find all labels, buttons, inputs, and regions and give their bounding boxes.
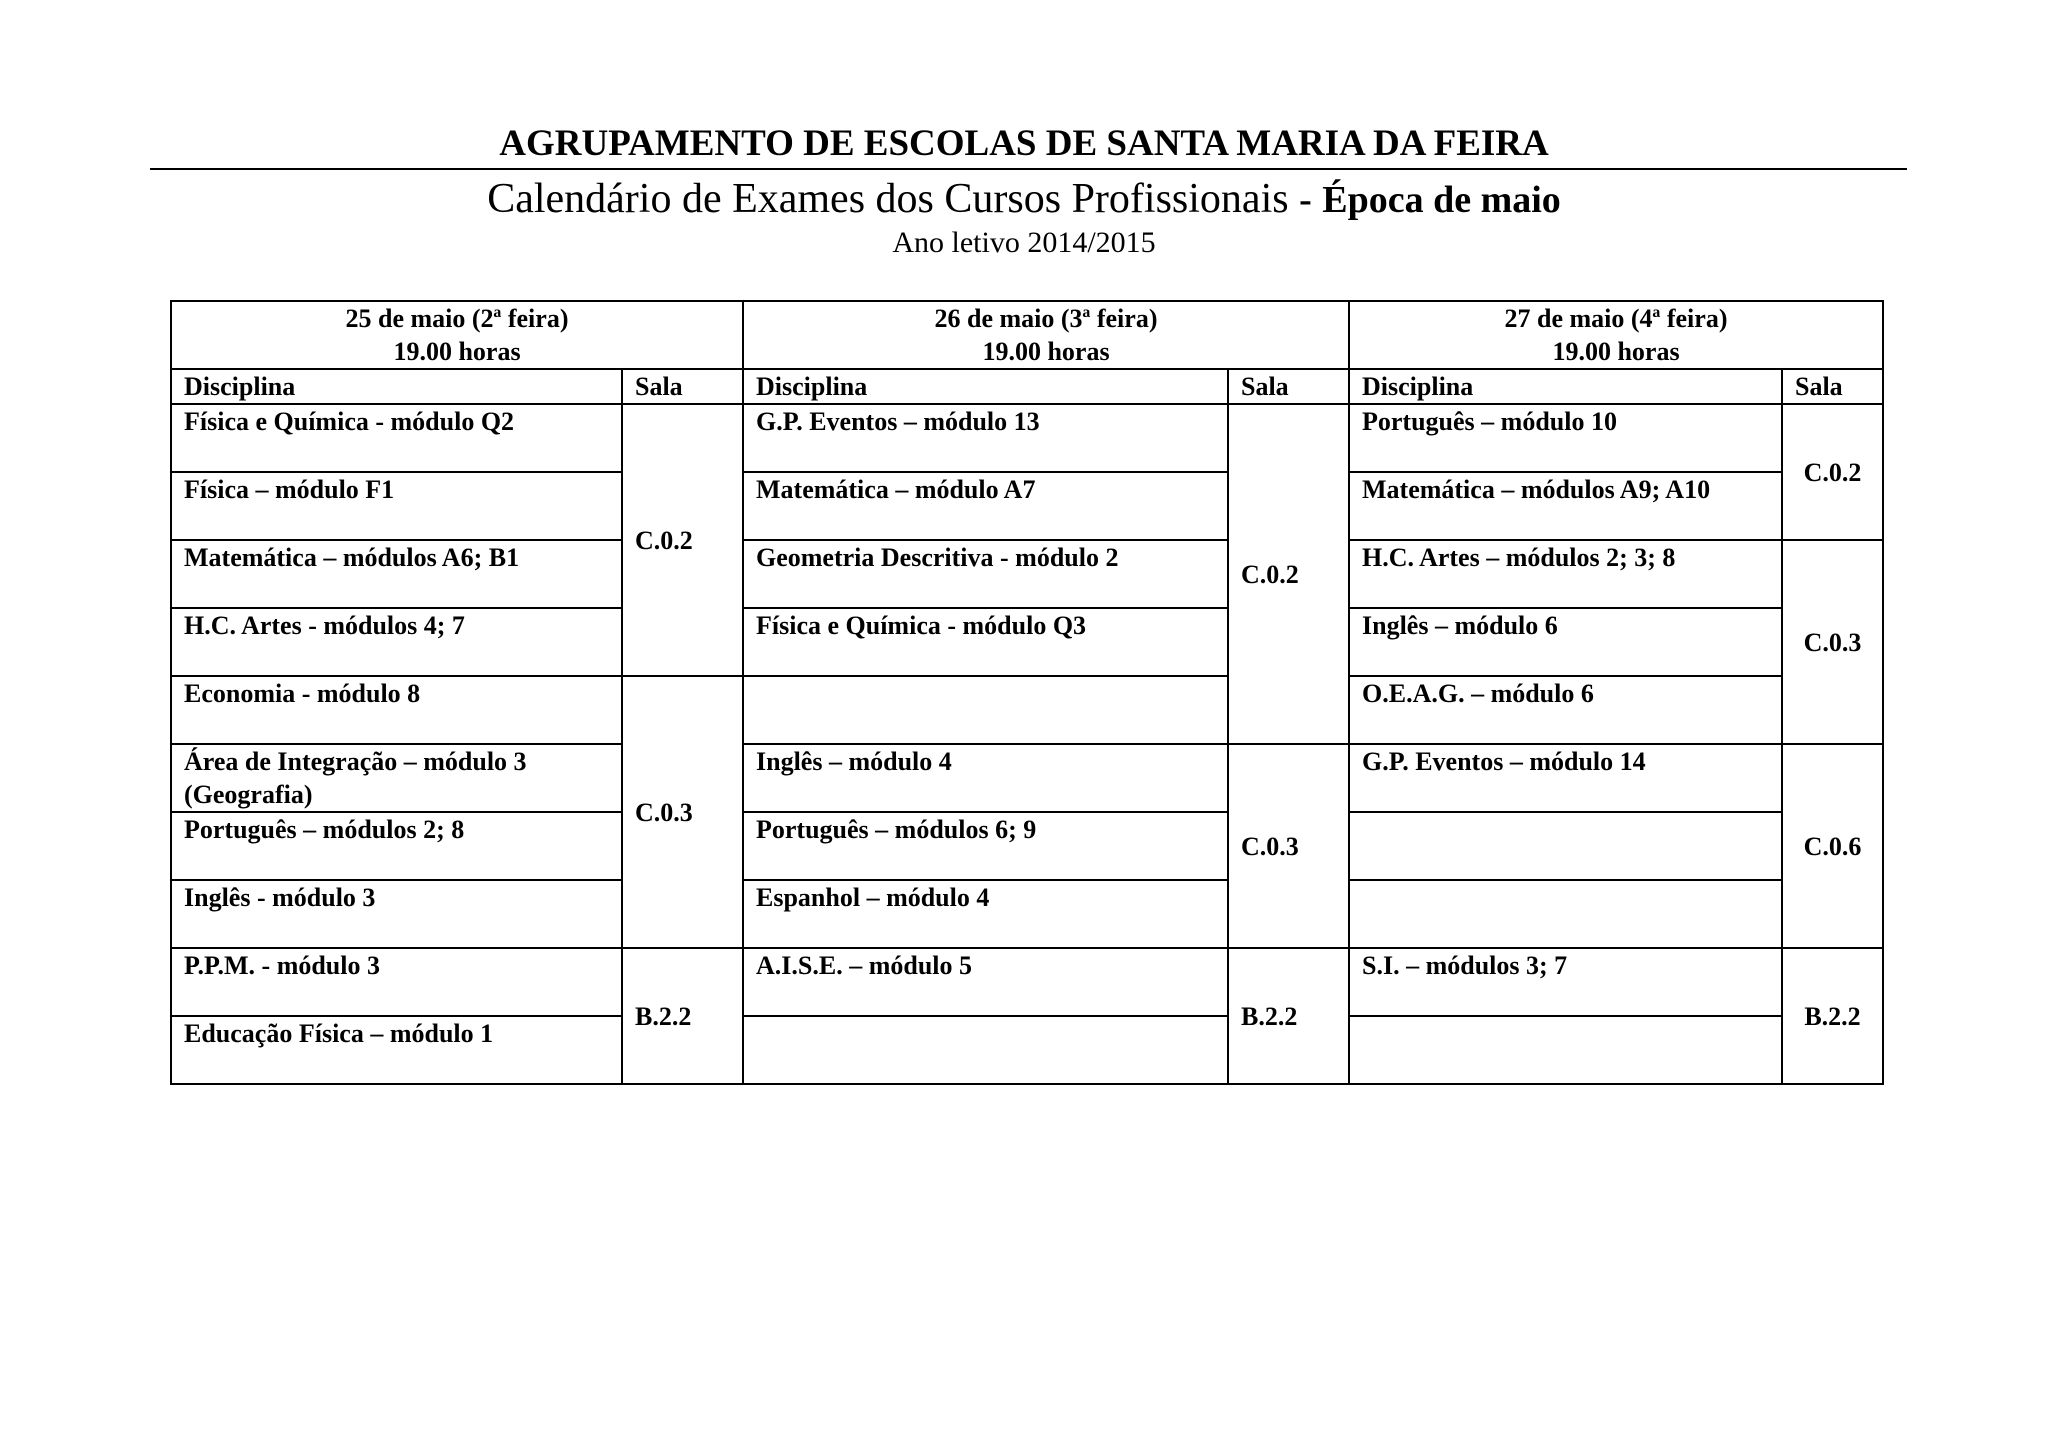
- column-header-subject: Disciplina: [743, 369, 1228, 404]
- day-header-3: [1349, 301, 1883, 369]
- day-header-row: [171, 301, 1883, 369]
- subject-cell: A.I.S.E. – módulo 5: [743, 948, 1228, 1016]
- subject-cell: P.P.M. - módulo 3: [171, 948, 622, 1016]
- subject-cell: H.C. Artes – módulos 2; 3; 8: [1349, 540, 1782, 608]
- room-cell: B.2.2: [1782, 948, 1883, 1084]
- document-header: [0, 120, 2048, 168]
- subject-cell: [1349, 1016, 1782, 1084]
- exam-schedule-table: [170, 300, 1884, 1085]
- organization-name: AGRUPAMENTO DE ESCOLAS DE SANTA MARIA DA FEIRA: [499, 123, 1549, 164]
- table-row: [171, 948, 1883, 1016]
- subject-cell: Física – módulo F1: [171, 472, 622, 540]
- subject-cell: Inglês - módulo 3: [171, 880, 622, 948]
- room-cell: C.0.2: [622, 404, 743, 676]
- day-header-2: [743, 301, 1349, 369]
- subject-cell: Inglês – módulo 4: [743, 744, 1228, 812]
- table-row: [171, 744, 1883, 812]
- subject-cell: Matemática – módulo A7: [743, 472, 1228, 540]
- room-cell: B.2.2: [1228, 948, 1349, 1084]
- day-header-1: [171, 301, 743, 369]
- table-row: [171, 404, 1883, 472]
- room-cell: C.0.3: [1782, 540, 1883, 744]
- subject-cell: Espanhol – módulo 4: [743, 880, 1228, 948]
- room-cell: C.0.3: [622, 676, 743, 948]
- day-time: 19.00 horas: [982, 337, 1110, 366]
- table-row: [171, 812, 1883, 880]
- table-row: [171, 1016, 1883, 1084]
- subject-cell: [743, 1016, 1228, 1084]
- subject-cell: Área de Integração – módulo 3 (Geografia): [171, 744, 622, 812]
- room-cell: C.0.2: [1228, 404, 1349, 744]
- table-row: [171, 608, 1883, 676]
- day-date: 27 de maio (4ª feira): [1504, 304, 1728, 333]
- day-date: 26 de maio (3ª feira): [934, 304, 1158, 333]
- day-date: 25 de maio (2ª feira): [345, 304, 569, 333]
- school-year: Ano letivo 2014/2015: [892, 226, 1156, 259]
- subject-cell: [1349, 812, 1782, 880]
- room-cell: C.0.2: [1782, 404, 1883, 540]
- subject-cell: [1349, 880, 1782, 948]
- column-header-room: Sala: [622, 369, 743, 404]
- subject-cell: Português – módulos 2; 8: [171, 812, 622, 880]
- subject-cell: Inglês – módulo 6: [1349, 608, 1782, 676]
- room-cell: C.0.6: [1782, 744, 1883, 948]
- subject-cell: G.P. Eventos – módulo 14: [1349, 744, 1782, 812]
- subject-cell: Matemática – módulos A9; A10: [1349, 472, 1782, 540]
- title-separator: -: [1299, 179, 1312, 221]
- subject-cell: Geometria Descritiva - módulo 2: [743, 540, 1228, 608]
- subject-cell: Economia - módulo 8: [171, 676, 622, 744]
- column-header-room: Sala: [1782, 369, 1883, 404]
- table-row: [171, 540, 1883, 608]
- subject-cell: [743, 676, 1228, 744]
- column-header-row: [171, 369, 1883, 404]
- subject-cell: Português – módulos 6; 9: [743, 812, 1228, 880]
- subject-cell: S.I. – módulos 3; 7: [1349, 948, 1782, 1016]
- column-header-room: Sala: [1228, 369, 1349, 404]
- column-header-subject: Disciplina: [171, 369, 622, 404]
- day-time: 19.00 horas: [1552, 337, 1680, 366]
- document-title: [0, 172, 2048, 227]
- column-header-subject: Disciplina: [1349, 369, 1782, 404]
- subject-cell: O.E.A.G. – módulo 6: [1349, 676, 1782, 744]
- subject-cell: Português – módulo 10: [1349, 404, 1782, 472]
- table-row: [171, 880, 1883, 948]
- table-row: [171, 472, 1883, 540]
- subject-cell: H.C. Artes - módulos 4; 7: [171, 608, 622, 676]
- subject-cell: Física e Química - módulo Q3: [743, 608, 1228, 676]
- subject-cell: Matemática – módulos A6; B1: [171, 540, 622, 608]
- room-cell: C.0.3: [1228, 744, 1349, 948]
- subject-cell: G.P. Eventos – módulo 13: [743, 404, 1228, 472]
- subject-cell: Educação Física – módulo 1: [171, 1016, 622, 1084]
- subject-cell: Física e Química - módulo Q2: [171, 404, 622, 472]
- table-row: [171, 676, 1883, 744]
- title-epoch: Época de maio: [1322, 179, 1561, 221]
- room-cell: B.2.2: [622, 948, 743, 1084]
- header-divider: [150, 168, 1907, 170]
- day-time: 19.00 horas: [393, 337, 521, 366]
- title-main: Calendário de Exames dos Cursos Profissionais: [487, 176, 1289, 222]
